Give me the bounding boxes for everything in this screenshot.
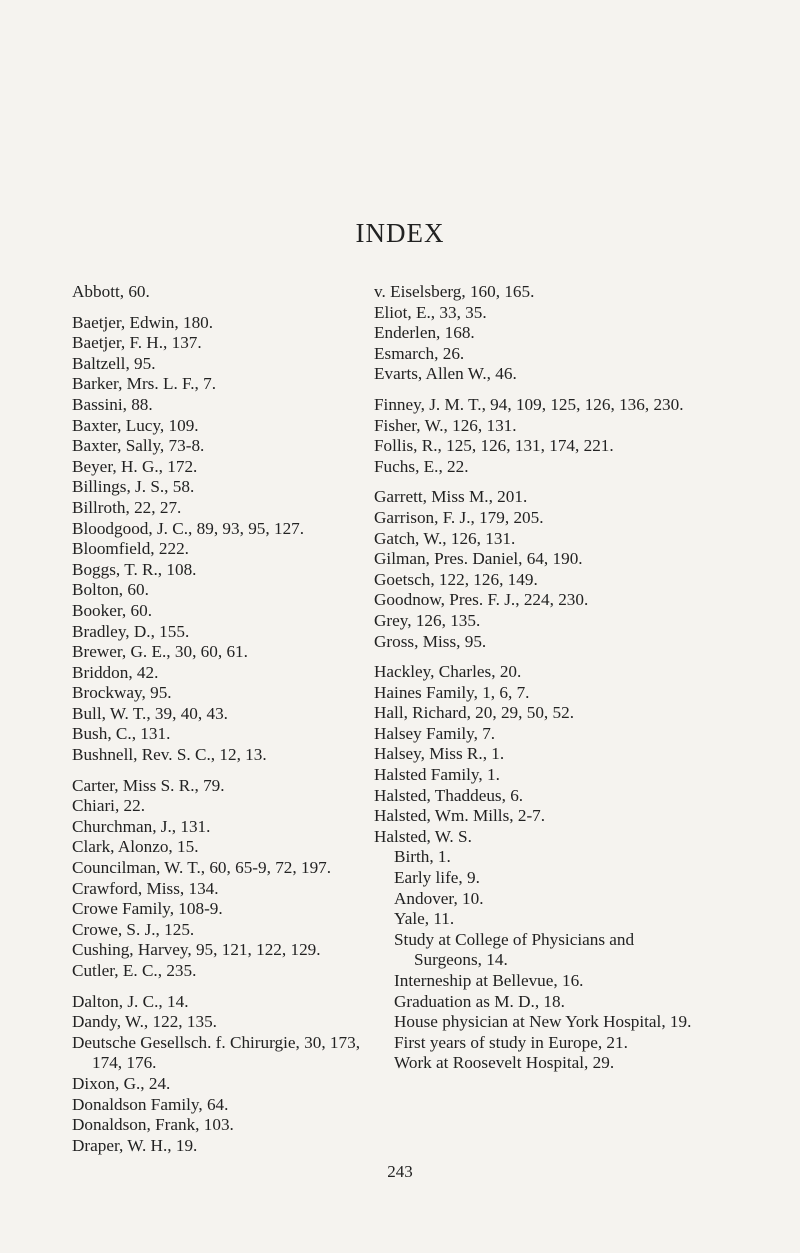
index-entry: Halsted, W. S. <box>374 826 472 846</box>
index-entry: Hackley, Charles, 20. <box>374 662 522 682</box>
index-entry: Billings, J. S., 58. <box>72 477 195 497</box>
index-entry: Halsted Family, 1. <box>374 765 500 785</box>
index-entry: Gatch, W., 126, 131. <box>374 528 516 548</box>
index-entry: Councilman, W. T., 60, 65-9, 72, 197. <box>72 858 332 878</box>
index-entry: Chiari, 22. <box>72 796 146 816</box>
index-entry: Cushing, Harvey, 95, 121, 122, 129. <box>72 940 321 960</box>
index-column-right <box>374 282 696 1084</box>
index-letter-group <box>374 662 696 1074</box>
page-number: 243 <box>387 1162 413 1181</box>
index-entry: Churchman, J., 131. <box>72 816 211 836</box>
index-entry: Carter, Miss S. R., 79. <box>72 775 225 795</box>
index-letter-group <box>72 992 372 1157</box>
index-entry: Goodnow, Pres. F. J., 224, 230. <box>374 590 589 610</box>
index-entry: Hall, Richard, 20, 29, 50, 52. <box>374 703 575 723</box>
index-entry: Baetjer, Edwin, 180. <box>72 312 214 332</box>
index-entry: Crawford, Miss, 134. <box>72 878 219 898</box>
index-entry: Dixon, G., 24. <box>72 1073 171 1093</box>
index-entry: Halsted, Thaddeus, 6. <box>374 785 524 805</box>
index-subentry: Birth, 1. <box>394 847 451 867</box>
index-entry: Fisher, W., 126, 131. <box>374 415 517 435</box>
index-entry: Baetjer, F. H., 137. <box>72 333 202 353</box>
index-entry: Grey, 126, 135. <box>374 610 481 630</box>
index-entry: Bassini, 88. <box>72 394 153 414</box>
index-letter-group <box>374 282 696 385</box>
index-subentry: Graduation as M. D., 18. <box>394 991 565 1011</box>
index-entry: Brockway, 95. <box>72 683 172 703</box>
index-entry: Evarts, Allen W., 46. <box>374 364 517 384</box>
index-subentry: Work at Roosevelt Hospital, 29. <box>394 1053 615 1073</box>
index-subentry: Interneship at Bellevue, 16. <box>394 971 584 990</box>
index-entry: Gilman, Pres. Daniel, 64, 190. <box>374 549 583 569</box>
index-entry: Bloodgood, J. C., 89, 93, 95, 127. <box>72 518 305 538</box>
index-entry: Fuchs, E., 22. <box>374 456 469 476</box>
index-entry: Deutsche Gesellsch. f. Chirurgie, 30, 173, 174, 176. <box>72 1032 360 1073</box>
index-entry: Cutler, E. C., 235. <box>72 961 197 980</box>
index-entry: Goetsch, 122, 126, 149. <box>374 569 538 589</box>
index-subentry: Yale, 11. <box>394 909 455 929</box>
index-entry: Enderlen, 168. <box>374 323 475 343</box>
index-letter-group <box>72 282 372 303</box>
index-entry: v. Eiselsberg, 160, 165. <box>374 282 535 301</box>
index-entry: Garrett, Miss M., 201. <box>374 487 528 507</box>
index-entry: Haines Family, 1, 6, 7. <box>374 682 530 702</box>
index-subentry: House physician at New York Hospital, 19. <box>394 1012 692 1032</box>
index-subentry: First years of study in Europe, 21. <box>394 1032 628 1052</box>
index-entry: Donaldson, Frank, 103. <box>72 1115 234 1135</box>
index-entry: Baxter, Lucy, 109. <box>72 415 199 435</box>
index-entry: Halsey, Miss R., 1. <box>374 744 505 764</box>
page-title: INDEX <box>355 218 445 248</box>
index-entry: Booker, 60. <box>72 600 152 620</box>
index-entry: Baxter, Sally, 73-8. <box>72 436 205 456</box>
index-entry: Clark, Alonzo, 15. <box>72 837 199 857</box>
index-letter-group <box>374 487 696 652</box>
index-entry: Billroth, 22, 27. <box>72 497 182 517</box>
index-entry: Briddon, 42. <box>72 662 159 682</box>
index-entry: Dandy, W., 122, 135. <box>72 1012 217 1032</box>
index-entry: Abbott, 60. <box>72 282 150 301</box>
index-entry: Bush, C., 131. <box>72 724 171 744</box>
index-entry: Boggs, T. R., 108. <box>72 559 197 579</box>
index-letter-group <box>374 395 696 477</box>
index-entry: Halsey Family, 7. <box>374 723 496 743</box>
index-entry: Crowe Family, 108-9. <box>72 899 223 919</box>
index-entry: Eliot, E., 33, 35. <box>374 302 487 322</box>
index-entry: Baltzell, 95. <box>72 353 156 373</box>
index-entry: Halsted, Wm. Mills, 2-7. <box>374 806 546 826</box>
index-entry: Crowe, S. J., 125. <box>72 919 195 939</box>
index-letter-group <box>72 776 372 982</box>
index-entry: Follis, R., 125, 126, 131, 174, 221. <box>374 436 614 456</box>
index-entry: Barker, Mrs. L. F., 7. <box>72 374 217 394</box>
index-entry: Garrison, F. J., 179, 205. <box>374 507 544 527</box>
index-subentry: Study at College of Physicians and Surgeons, 14. <box>394 929 635 970</box>
index-entry: Beyer, H. G., 172. <box>72 456 198 476</box>
index-letter-group <box>72 313 372 766</box>
index-entry: Bradley, D., 155. <box>72 621 190 641</box>
index-entry: Esmarch, 26. <box>374 343 465 363</box>
index-entry: Draper, W. H., 19. <box>72 1135 198 1155</box>
index-entry: Bloomfield, 222. <box>72 539 189 559</box>
index-entry: Bull, W. T., 39, 40, 43. <box>72 703 228 723</box>
index-entry: Brewer, G. E., 30, 60, 61. <box>72 642 248 662</box>
index-entry: Bolton, 60. <box>72 580 149 600</box>
index-entry: Gross, Miss, 95. <box>374 631 487 651</box>
index-entry: Donaldson Family, 64. <box>72 1094 229 1114</box>
index-entry: Finney, J. M. T., 94, 109, 125, 126, 136, 230. <box>374 394 684 414</box>
index-subentry: Early life, 9. <box>394 868 480 888</box>
index-entry: Dalton, J. C., 14. <box>72 991 189 1011</box>
index-entry: Bushnell, Rev. S. C., 12, 13. <box>72 745 267 765</box>
index-subentry: Andover, 10. <box>394 888 484 908</box>
index-column-left <box>72 282 372 1166</box>
